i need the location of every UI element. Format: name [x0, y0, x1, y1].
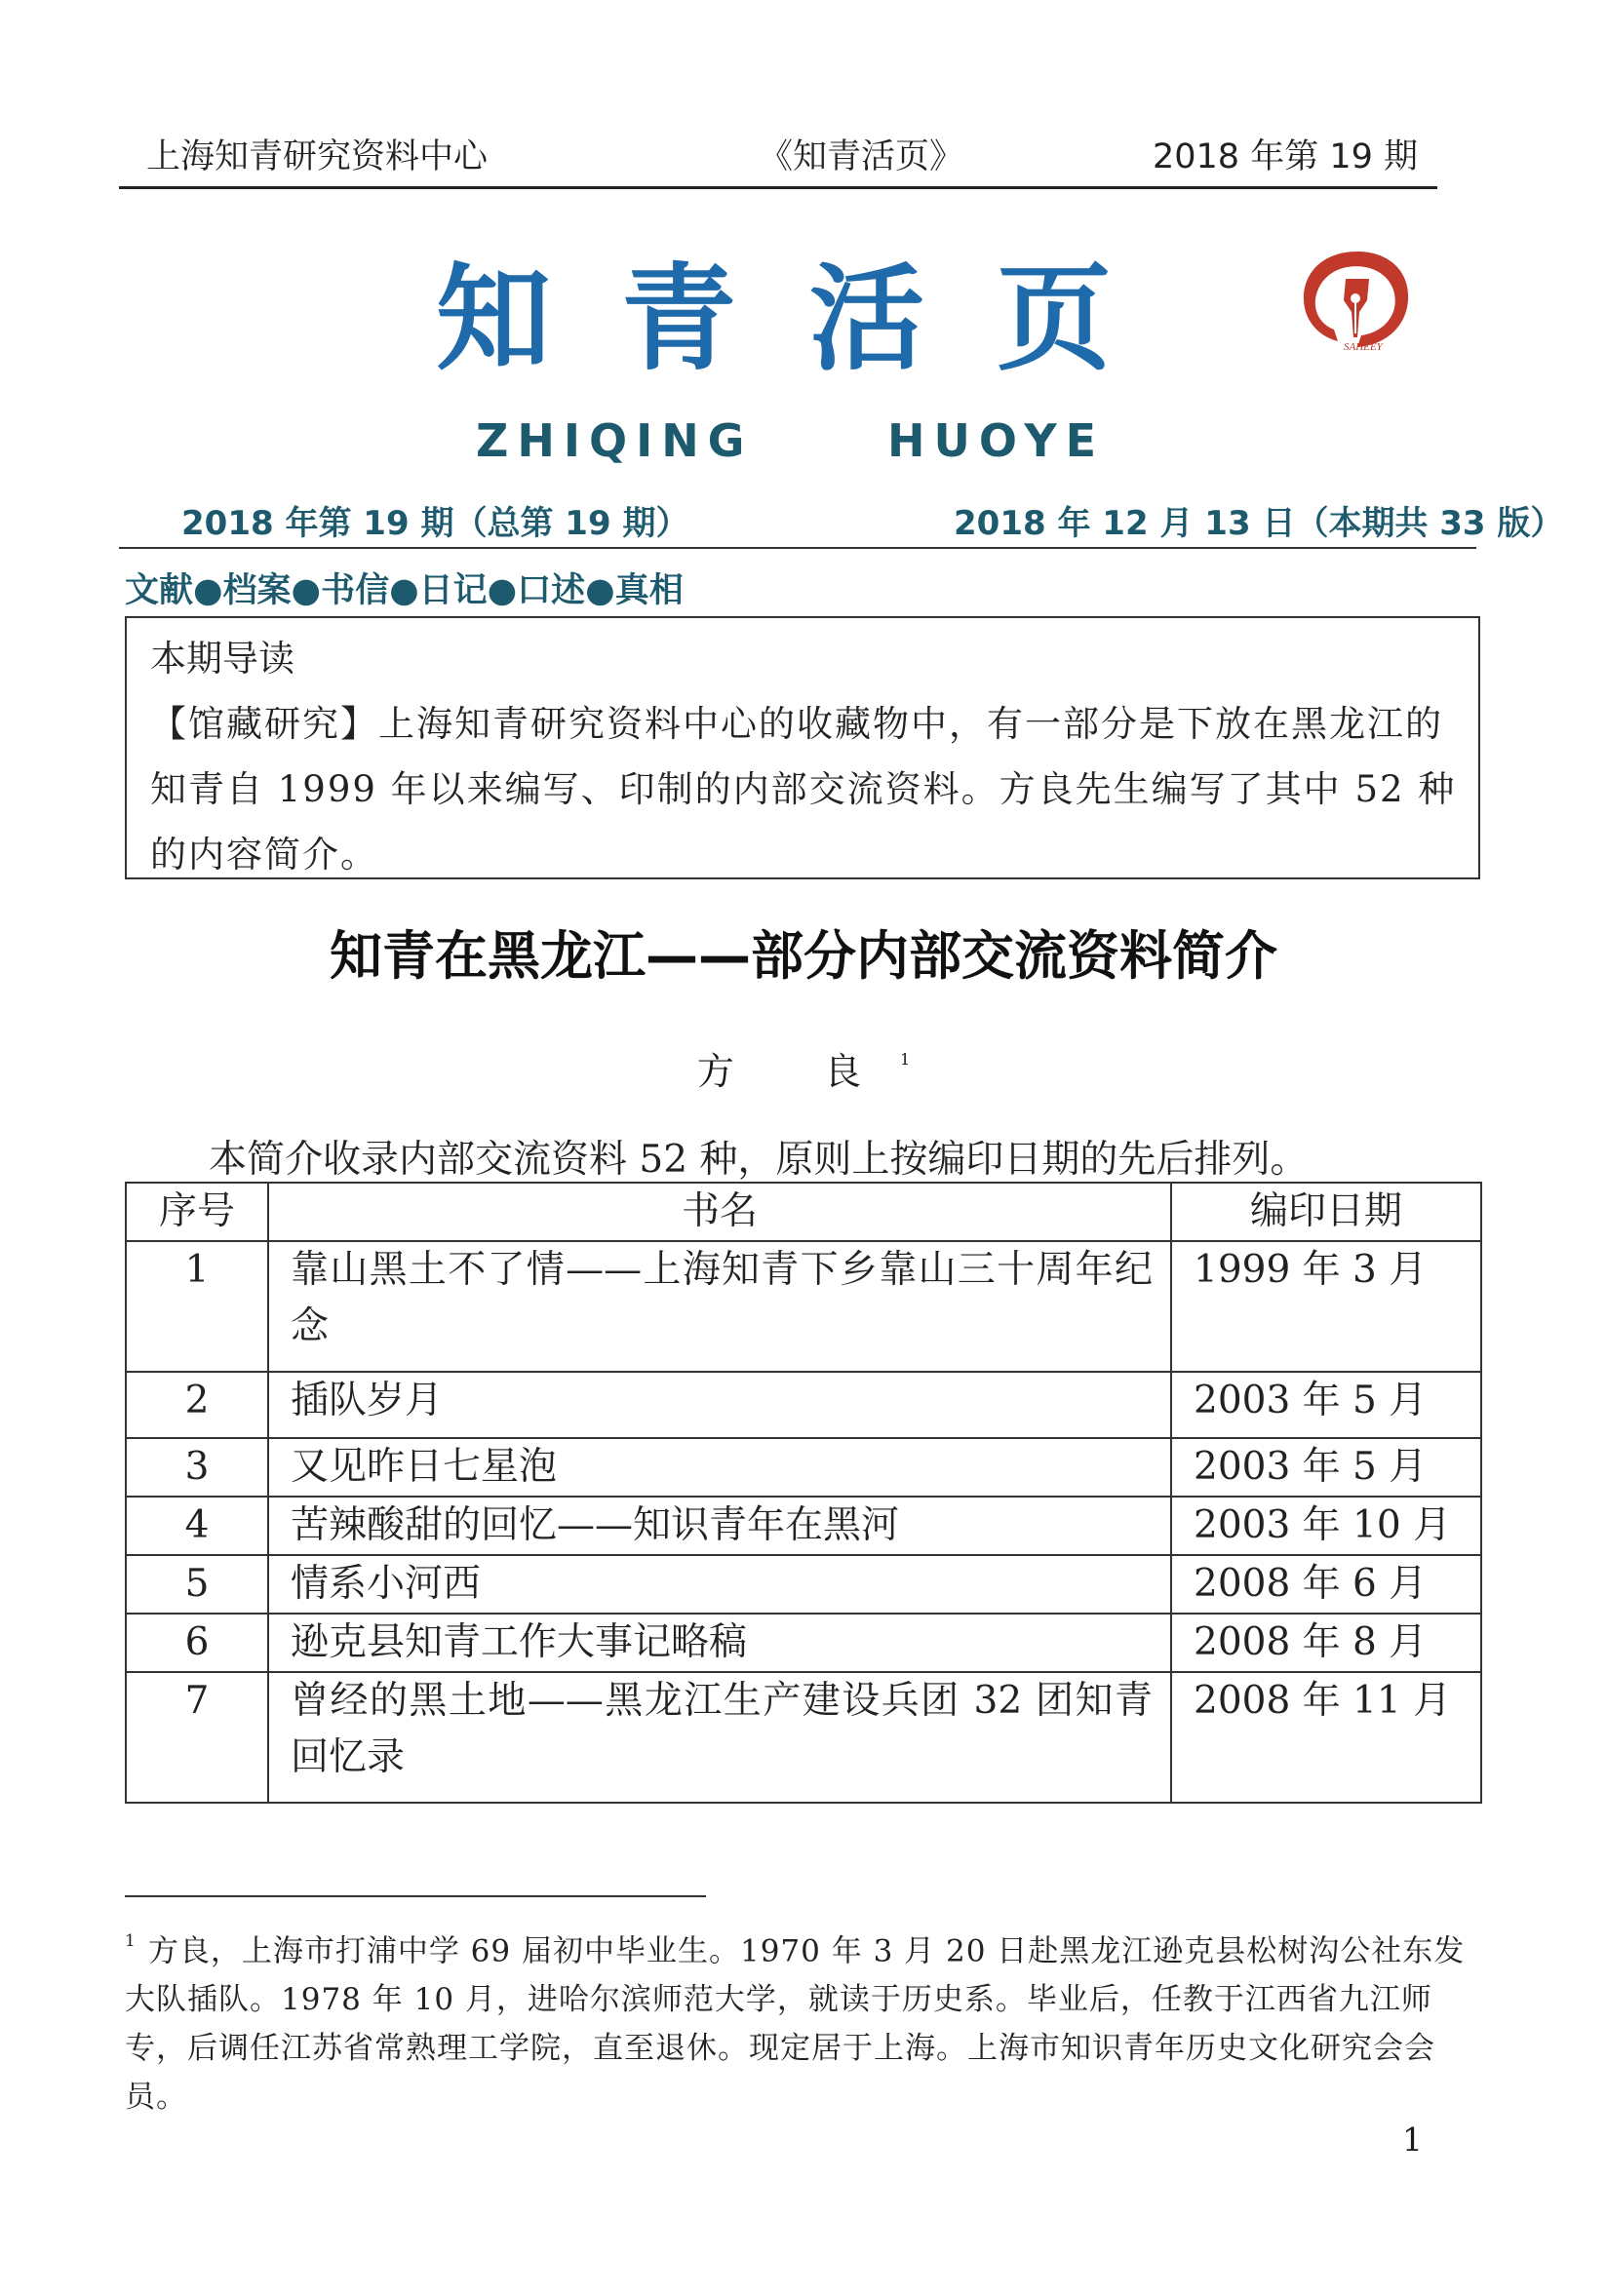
issue-guide-box	[125, 616, 1480, 879]
guide-body: 【馆藏研究】上海知青研究资料中心的收藏物中，有一部分是下放在黑龙江的知青自 1999 年以来编写、印制的内部交流资料。方良先生编写了其中 52 种的内容简介。	[150, 703, 1457, 876]
masthead-char-2: 青	[621, 252, 737, 386]
author-name: 方 良	[696, 1050, 900, 1093]
table-row	[126, 1497, 1481, 1555]
page-number: 1	[1402, 2121, 1423, 2159]
row-title: 逊克县知青工作大事记略稿	[268, 1614, 1171, 1672]
table-row	[126, 1241, 1481, 1372]
row-number: 6	[126, 1614, 268, 1672]
table-row	[126, 1438, 1481, 1497]
article-title: 知青在黑龙江——部分内部交流资料简介	[330, 925, 1277, 987]
row-date: 2003 年 5 月	[1171, 1372, 1481, 1438]
masthead-char-1: 知	[436, 252, 552, 386]
materials-table	[125, 1182, 1482, 1804]
footnote-mark: 1	[125, 1931, 137, 1951]
row-number: 7	[126, 1672, 268, 1803]
header-publication: 《知青活页》	[759, 137, 964, 176]
pen-nib-logo-icon	[1289, 240, 1416, 357]
issue-number: 2018 年第 19 期（总第 19 期）	[181, 504, 689, 543]
author-footnote-mark: 1	[899, 1050, 911, 1070]
masthead-char-4: 页	[997, 252, 1113, 386]
row-number: 3	[126, 1438, 268, 1497]
article-author	[0, 1041, 1607, 1095]
table-row	[126, 1614, 1481, 1672]
header-org: 上海知青研究资料中心	[146, 137, 489, 176]
col-header-title: 书名	[268, 1183, 1171, 1241]
table-row	[126, 1555, 1481, 1614]
guide-title: 本期导读	[150, 638, 294, 680]
table-row	[126, 1672, 1481, 1803]
footnote-rule	[125, 1895, 706, 1897]
issue-date: 2018 年 12 月 13 日（本期共 33 版）	[954, 504, 1564, 543]
table-row	[126, 1372, 1481, 1438]
row-title: 靠山黑土不了情——上海知青下乡靠山三十周年纪念	[268, 1241, 1171, 1372]
row-date: 2008 年 6 月	[1171, 1555, 1481, 1614]
masthead-latin-left: ZHIQING	[476, 414, 754, 467]
row-number: 2	[126, 1372, 268, 1438]
row-date: 1999 年 3 月	[1171, 1241, 1481, 1372]
row-title: 苦辣酸甜的回忆——知识青年在黑河	[268, 1497, 1171, 1555]
masthead-rule	[119, 547, 1476, 549]
category-tags: 文献●档案●书信●日记●口述●真相	[125, 571, 684, 610]
row-number: 5	[126, 1555, 268, 1614]
header-issue: 2018 年第 19 期	[1153, 137, 1418, 176]
row-date: 2008 年 8 月	[1171, 1614, 1481, 1672]
masthead-char-3: 活	[809, 252, 925, 386]
article-intro: 本简介收录内部交流资料 52 种，原则上按编印日期的先后排列。	[209, 1138, 1309, 1182]
row-title: 曾经的黑土地——黑龙江生产建设兵团 32 团知青回忆录	[268, 1672, 1171, 1803]
footnote	[125, 1921, 1470, 2121]
header-rule	[119, 186, 1437, 189]
logo	[1289, 240, 1416, 357]
col-header-number: 序号	[126, 1183, 268, 1241]
row-title: 情系小河西	[268, 1555, 1171, 1614]
col-header-date: 编印日期	[1171, 1183, 1481, 1241]
row-title: 插队岁月	[268, 1372, 1171, 1438]
row-date: 2003 年 5 月	[1171, 1438, 1481, 1497]
row-number: 1	[126, 1241, 268, 1372]
table-header-row	[126, 1183, 1481, 1241]
row-date: 2003 年 10 月	[1171, 1497, 1481, 1555]
logo-text: SAHEEY	[1344, 341, 1383, 353]
footnote-text: 方良，上海市打浦中学 69 届初中毕业生。1970 年 3 月 20 日赴黑龙江逊克县松树沟公社东发大队插队。1978 年 10 月，进哈尔滨师范大学，就读于历史系。毕业后，任教于江西省九江师专，后调任江苏省常熟理工学院，直至退休。现定居于上海。上海市知识青年历史文化研究会会员。	[125, 1933, 1466, 2116]
masthead-latin-right: HUOYE	[887, 414, 1106, 467]
row-date: 2008 年 11 月	[1171, 1672, 1481, 1803]
row-title: 又见昨日七星泡	[268, 1438, 1171, 1497]
row-number: 4	[126, 1497, 268, 1555]
